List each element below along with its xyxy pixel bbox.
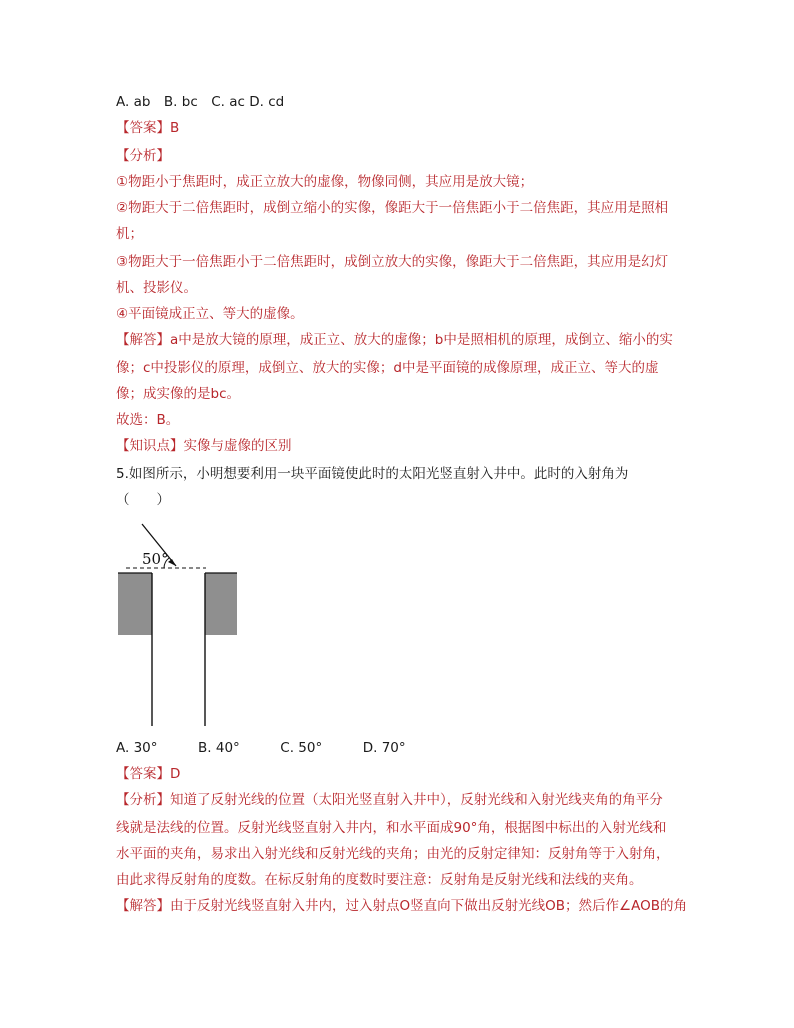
q5-analysis-line: 由此求得反射角的度数。在标反射角的度数时要注意：反射角是反射光线和法线的夹角。 <box>116 872 643 888</box>
q4-kp-tag: 【知识点】 <box>116 438 184 454</box>
q4-analysis-line: ①物距小于焦距时，成正立放大的虚像，物像同侧，其应用是放大镜； <box>116 174 534 190</box>
q4-analysis-tag: 【分析】 <box>116 148 170 164</box>
q4-knowledge-point <box>116 436 292 456</box>
q5-analysis-line: 线就是法线的位置。反射光线竖直射入井内，和水平面成90°角，根据图中标出的入射光线和 <box>116 820 667 836</box>
q5-solution-text: 由于反射光线竖直射入井内，过入射点O竖直向下做出反射光线OB；然后作∠AOB的角 <box>170 898 688 914</box>
q4-answer-value: B <box>170 120 180 136</box>
q5-blank: （ ） <box>116 492 170 508</box>
q4-solution-tag: 【解答】 <box>116 332 170 348</box>
q5-analysis-line: 知道了反射光线的位置（太阳光竖直射入井中），反射光线和入射光线夹角的角平分 <box>170 792 663 808</box>
right-ground-block <box>205 573 237 635</box>
angle-label: 50° <box>142 550 169 568</box>
q4-solution-line: a中是放大镜的原理，成正立、放大的虚像；b中是照相机的原理，成倒立、缩小的实 <box>170 332 673 348</box>
well-figure <box>108 516 248 731</box>
q5-solution-tag: 【解答】 <box>116 898 170 914</box>
q5-options: A. 30° B. 40° C. 50° D. 70° <box>116 740 406 756</box>
q5-answer <box>116 764 180 784</box>
q4-analysis-line: ③物距大于一倍焦距小于二倍焦距时，成倒立放大的实像，像距大于二倍焦距，其应用是幻灯 <box>116 254 669 270</box>
q5-analysis-first-line <box>116 790 663 810</box>
q5-stem: 5.如图所示，小明想要利用一块平面镜使此时的太阳光竖直射入井中。此时的入射角为 <box>116 466 629 482</box>
q5-analysis-tag: 【分析】 <box>116 792 170 808</box>
q4-answer-tag: 【答案】 <box>116 120 170 136</box>
left-ground-block <box>118 573 152 635</box>
q4-kp-text: 实像与虚像的区别 <box>183 438 292 454</box>
q4-solution-line: 像；c中投影仪的原理，成倒立、放大的实像；d中是平面镜的成像原理，成正立、等大的虚 <box>116 360 659 376</box>
q4-solution-line: 像；成实像的是bc。 <box>116 386 240 402</box>
q4-answer <box>116 118 179 138</box>
q4-analysis-line: ②物距大于二倍焦距时，成倒立缩小的实像，像距大于一倍焦距小于二倍焦距，其应用是照相 <box>116 200 669 216</box>
q4-options: A. ab B. bc C. ac D. cd <box>116 94 285 110</box>
q5-solution-first-line <box>116 896 687 916</box>
q4-analysis-line: 机、投影仪。 <box>116 280 197 296</box>
q5-answer-tag: 【答案】 <box>116 766 170 782</box>
q4-analysis-line: ④平面镜成正立、等大的虚像。 <box>116 306 304 322</box>
q4-solution-first-line <box>116 330 673 350</box>
q5-answer-value: D <box>170 766 181 782</box>
incident-ray-arrowhead <box>168 559 176 566</box>
q4-conclusion: 故选：B。 <box>116 412 180 428</box>
q5-analysis-line: 水平面的夹角，易求出入射光线和反射光线的夹角；由光的反射定律知：反射角等于入射角， <box>116 846 670 862</box>
q4-analysis-line: 机； <box>116 226 143 242</box>
